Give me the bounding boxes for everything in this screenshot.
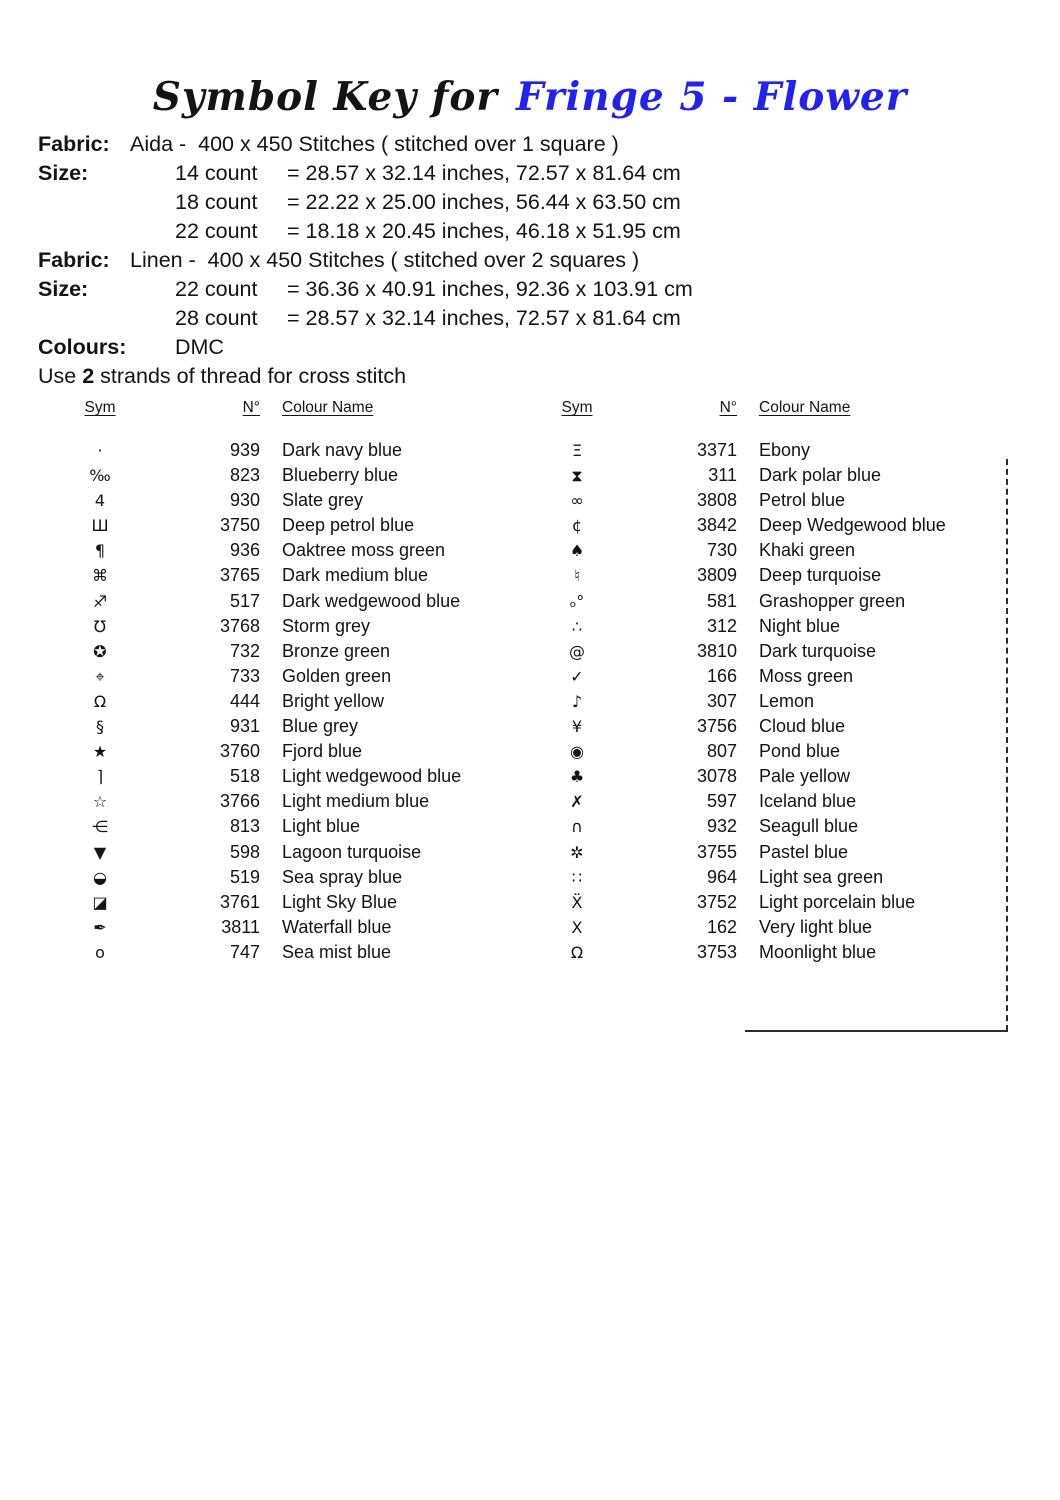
dmc-number: 3765: [219, 565, 260, 586]
key-row: [70, 538, 512, 563]
dmc-number: 939: [229, 440, 260, 460]
key-box-bottom-border: [745, 1030, 1008, 1032]
stitch-symbol: ⌉: [96, 767, 104, 787]
spec-label: Fabric:: [38, 248, 110, 272]
dmc-number: 597: [706, 791, 737, 812]
colour-name: Oaktree moss green: [282, 540, 446, 561]
dmc-number: 3761: [219, 891, 260, 912]
colour-name: Ebony: [759, 440, 811, 460]
title-pattern-name: Fringe 5 - Flower: [515, 74, 908, 120]
dmc-number: 732: [229, 640, 260, 661]
dmc-number: 931: [229, 716, 260, 737]
colour-name: Storm grey: [282, 615, 371, 636]
colour-name: Lagoon turquoise: [282, 841, 422, 862]
dmc-number: 932: [706, 816, 737, 837]
key-row: [547, 513, 989, 538]
spec-label: [38, 217, 130, 246]
colour-name: Iceland blue: [759, 791, 857, 812]
stitch-symbol: ∞: [570, 491, 584, 511]
spec-line: [38, 130, 1060, 159]
key-row: [547, 814, 989, 839]
strand-count: 2: [82, 364, 95, 388]
title-prefix: Symbol Key for: [152, 74, 498, 120]
colour-name: Pastel blue: [759, 841, 849, 862]
stitch-symbol: ♪: [571, 691, 583, 711]
colour-name: Khaki green: [759, 540, 856, 561]
colour-name: Moss green: [759, 665, 854, 686]
key-row: [70, 639, 512, 664]
key-row: [547, 538, 989, 563]
dmc-number: 581: [706, 590, 737, 611]
stitch-symbol: ⌖: [95, 666, 105, 686]
key-row: [70, 614, 512, 639]
dmc-number: 936: [229, 540, 260, 561]
key-row: [547, 915, 989, 940]
key-table-right: [547, 398, 989, 965]
colour-name: Slate grey: [282, 490, 364, 511]
colour-name: Pale yellow: [759, 766, 851, 787]
dmc-number: 3808: [696, 490, 737, 511]
dmc-number: 807: [706, 741, 737, 762]
stitch-symbol: ℧: [93, 616, 107, 636]
stitch-symbol: ·: [97, 441, 103, 460]
colour-name: Dark turquoise: [759, 640, 877, 661]
colour-name: Sea spray blue: [282, 866, 403, 887]
dmc-number: 3768: [219, 615, 260, 636]
dmc-number: 733: [229, 665, 260, 686]
colour-name: Light sea green: [759, 866, 884, 887]
key-row: [547, 589, 989, 614]
colour-name: Deep Wedgewood blue: [759, 515, 946, 536]
key-row: [70, 890, 512, 915]
dmc-number: 517: [229, 590, 260, 611]
key-row: [70, 714, 512, 739]
spec-value: = 18.18 x 20.45 inches, 46.18 x 51.95 cm: [287, 219, 681, 243]
spec-line: [38, 188, 1060, 217]
dmc-number: 3766: [219, 791, 260, 812]
dmc-number: 307: [706, 690, 737, 711]
colour-name: Light Sky Blue: [282, 891, 398, 912]
strand-note-post: strands of thread for cross stitch: [94, 364, 407, 388]
spec-line: [38, 217, 1060, 246]
key-box-right-border: [1006, 459, 1008, 1031]
key-row: [70, 589, 512, 614]
dmc-number: 3842: [696, 515, 737, 536]
stitch-symbol: ✲: [570, 842, 584, 862]
key-row: [70, 840, 512, 865]
key-row: [70, 463, 512, 488]
stitch-symbol: ✗: [570, 792, 584, 812]
header-sym: Sym: [561, 399, 593, 416]
colour-name: Grashopper green: [759, 590, 906, 611]
stitch-symbol: o: [95, 942, 105, 962]
spec-count: 14 count: [175, 161, 258, 185]
colour-name: Sea mist blue: [282, 941, 392, 962]
dmc-number: 813: [229, 816, 260, 837]
header-colour-name: Colour Name: [282, 399, 374, 416]
key-row: [547, 890, 989, 915]
dmc-number: 3809: [696, 565, 737, 586]
stitch-symbol: ∷: [571, 867, 583, 887]
stitch-symbol: ✓: [570, 666, 584, 686]
spec-line: [38, 159, 1060, 188]
spec-line: [38, 333, 1060, 362]
colour-name: Bright yellow: [282, 690, 385, 711]
colour-name: Light medium blue: [282, 791, 430, 812]
key-row: [547, 614, 989, 639]
spec-value: = 22.22 x 25.00 inches, 56.44 x 63.50 cm: [287, 190, 681, 214]
spec-label: Size:: [38, 161, 89, 185]
spec-line: [38, 246, 1060, 275]
dmc-number: 930: [229, 490, 260, 511]
dmc-number: 598: [229, 841, 260, 862]
key-row: [70, 940, 512, 965]
colour-name: Cloud blue: [759, 716, 846, 737]
colour-name: Pond blue: [759, 741, 841, 762]
strand-note-pre: Use: [38, 364, 83, 388]
spec-value: Aida - 400 x 450 Stitches ( stitched over 1 square ): [130, 132, 619, 156]
stitch-symbol: Ш: [91, 516, 109, 536]
dmc-number: 3810: [696, 640, 737, 661]
key-row: [547, 739, 989, 764]
dmc-number: 312: [706, 615, 737, 636]
dmc-number: 166: [706, 665, 737, 686]
colour-name: Petrol blue: [759, 490, 846, 511]
colour-name: Blue grey: [282, 716, 359, 737]
spec-count: 22 count: [175, 219, 258, 243]
colour-name: Very light blue: [759, 916, 873, 937]
spec-count: DMC: [175, 335, 224, 359]
key-row: [547, 865, 989, 890]
key-table-left: [70, 398, 512, 965]
stitch-symbol: ♐: [92, 591, 108, 611]
colour-name: Lemon: [759, 690, 815, 711]
stitch-symbol: X: [571, 917, 583, 937]
key-row: [70, 438, 512, 463]
spec-count: 28 count: [175, 306, 258, 330]
key-row: [547, 789, 989, 814]
dmc-number: 747: [229, 941, 260, 962]
colour-name: Moonlight blue: [759, 941, 877, 962]
dmc-number: 3811: [221, 916, 260, 937]
colour-name: Fjord blue: [282, 741, 363, 762]
spec-label: [38, 188, 130, 217]
key-table-header: [547, 398, 989, 418]
key-row: [547, 438, 989, 463]
symbol-key: [0, 398, 1060, 965]
key-row: [70, 789, 512, 814]
spec-count: 22 count: [175, 277, 258, 301]
colour-name: Dark wedgewood blue: [282, 590, 461, 611]
stitch-symbol: ₒ°: [569, 591, 585, 611]
dmc-number: 3756: [696, 716, 737, 737]
stitch-symbol: ✪: [93, 641, 107, 661]
stitch-symbol: §: [96, 717, 104, 737]
colour-name: Deep turquoise: [759, 565, 882, 586]
colour-name: Dark navy blue: [282, 440, 403, 460]
stitch-symbol: ⧗: [571, 466, 583, 486]
key-table-header: [70, 398, 512, 418]
colour-name: Dark medium blue: [282, 565, 429, 586]
spec-line: [38, 304, 1060, 333]
key-row: [70, 739, 512, 764]
key-row: [70, 814, 512, 839]
spec-value: = 28.57 x 32.14 inches, 72.57 x 81.64 cm: [287, 306, 681, 330]
stitch-symbol: ☆: [92, 792, 108, 812]
key-row: [547, 689, 989, 714]
colour-name: Golden green: [282, 665, 392, 686]
key-row: [547, 463, 989, 488]
spec-label: Fabric:: [38, 132, 110, 156]
stitch-symbol: ¶: [94, 541, 106, 561]
dmc-number: 730: [706, 540, 737, 561]
spec-label: [38, 304, 130, 333]
key-row: [70, 689, 512, 714]
stitch-symbol: @: [569, 641, 585, 661]
stitch-symbol: ◪: [92, 892, 108, 912]
stitch-symbol: ⌘: [92, 566, 108, 586]
colour-name: Light blue: [282, 816, 361, 837]
key-row: [547, 840, 989, 865]
stitch-symbol: ¢: [571, 516, 583, 536]
key-row: [547, 714, 989, 739]
stitch-symbol: Ξ: [571, 441, 583, 460]
spec-line: [38, 275, 1060, 304]
key-row: [547, 664, 989, 689]
dmc-number: 3371: [696, 440, 737, 460]
dmc-number: 823: [229, 465, 260, 486]
dmc-number: 3760: [219, 741, 260, 762]
header-sym: Sym: [84, 399, 116, 416]
spec-label: Colours:: [38, 335, 127, 359]
colour-name: Light porcelain blue: [759, 891, 916, 912]
stitch-symbol: ★: [92, 742, 108, 762]
spec-value: = 36.36 x 40.91 inches, 92.36 x 103.91 cm: [287, 277, 693, 301]
spec-value: Linen - 400 x 450 Stitches ( stitched over 2 squares ): [130, 248, 640, 272]
key-row: [70, 488, 512, 513]
colour-name: Light wedgewood blue: [282, 766, 462, 787]
stitch-symbol: ♮: [574, 566, 580, 586]
stitch-symbol: Ω: [93, 691, 107, 711]
dmc-number: 3752: [696, 891, 737, 912]
colour-name: Deep petrol blue: [282, 515, 415, 536]
dmc-number: 162: [706, 916, 737, 937]
stitch-symbol: ∩: [571, 817, 583, 837]
colour-name: Dark polar blue: [759, 465, 882, 486]
key-row: [70, 563, 512, 588]
spec-value: = 28.57 x 32.14 inches, 72.57 x 81.64 cm: [287, 161, 681, 185]
key-row: [70, 915, 512, 940]
key-row: [70, 865, 512, 890]
stitch-symbol: ◒: [93, 867, 107, 887]
colour-name: Blueberry blue: [282, 465, 399, 486]
dmc-number: 3750: [219, 515, 260, 536]
stitch-symbol: ♣: [569, 767, 585, 787]
stitch-symbol: ⋲: [92, 817, 108, 837]
stitch-symbol: Ẍ: [571, 892, 583, 912]
key-row: [70, 764, 512, 789]
dmc-number: 3755: [696, 841, 737, 862]
header-colour-name: Colour Name: [759, 399, 851, 416]
colour-name: Seagull blue: [759, 816, 859, 837]
dmc-number: 964: [706, 866, 737, 887]
dmc-number: 444: [229, 690, 260, 711]
colour-name: Night blue: [759, 615, 841, 636]
spec-label: Size:: [38, 277, 89, 301]
dmc-number: 3078: [696, 766, 737, 787]
key-row: [547, 940, 989, 965]
pattern-specs: [38, 130, 1060, 362]
stitch-symbol: Ω: [570, 942, 584, 962]
stitch-symbol: ♠: [569, 541, 585, 561]
spec-count: 18 count: [175, 190, 258, 214]
key-row: [547, 764, 989, 789]
dmc-number: 519: [229, 866, 260, 887]
strand-note: [38, 362, 1060, 391]
key-row: [547, 639, 989, 664]
stitch-symbol: ‰: [89, 466, 111, 486]
key-row: [70, 513, 512, 538]
stitch-symbol: 4: [94, 491, 106, 511]
key-row: [547, 563, 989, 588]
page-title: [0, 74, 1060, 120]
stitch-symbol: ∴: [571, 616, 583, 636]
dmc-number: 518: [229, 766, 260, 787]
dmc-number: 3753: [696, 941, 737, 962]
key-row: [70, 664, 512, 689]
dmc-number: 311: [708, 465, 737, 486]
stitch-symbol: ¥: [571, 717, 583, 737]
header-number: N°: [719, 399, 737, 416]
colour-name: Bronze green: [282, 640, 391, 661]
stitch-symbol: ✒: [93, 917, 107, 937]
header-number: N°: [242, 399, 260, 416]
key-row: [547, 488, 989, 513]
stitch-symbol: ▼: [93, 842, 107, 862]
colour-name: Waterfall blue: [282, 916, 392, 937]
stitch-symbol: ◉: [570, 742, 584, 762]
